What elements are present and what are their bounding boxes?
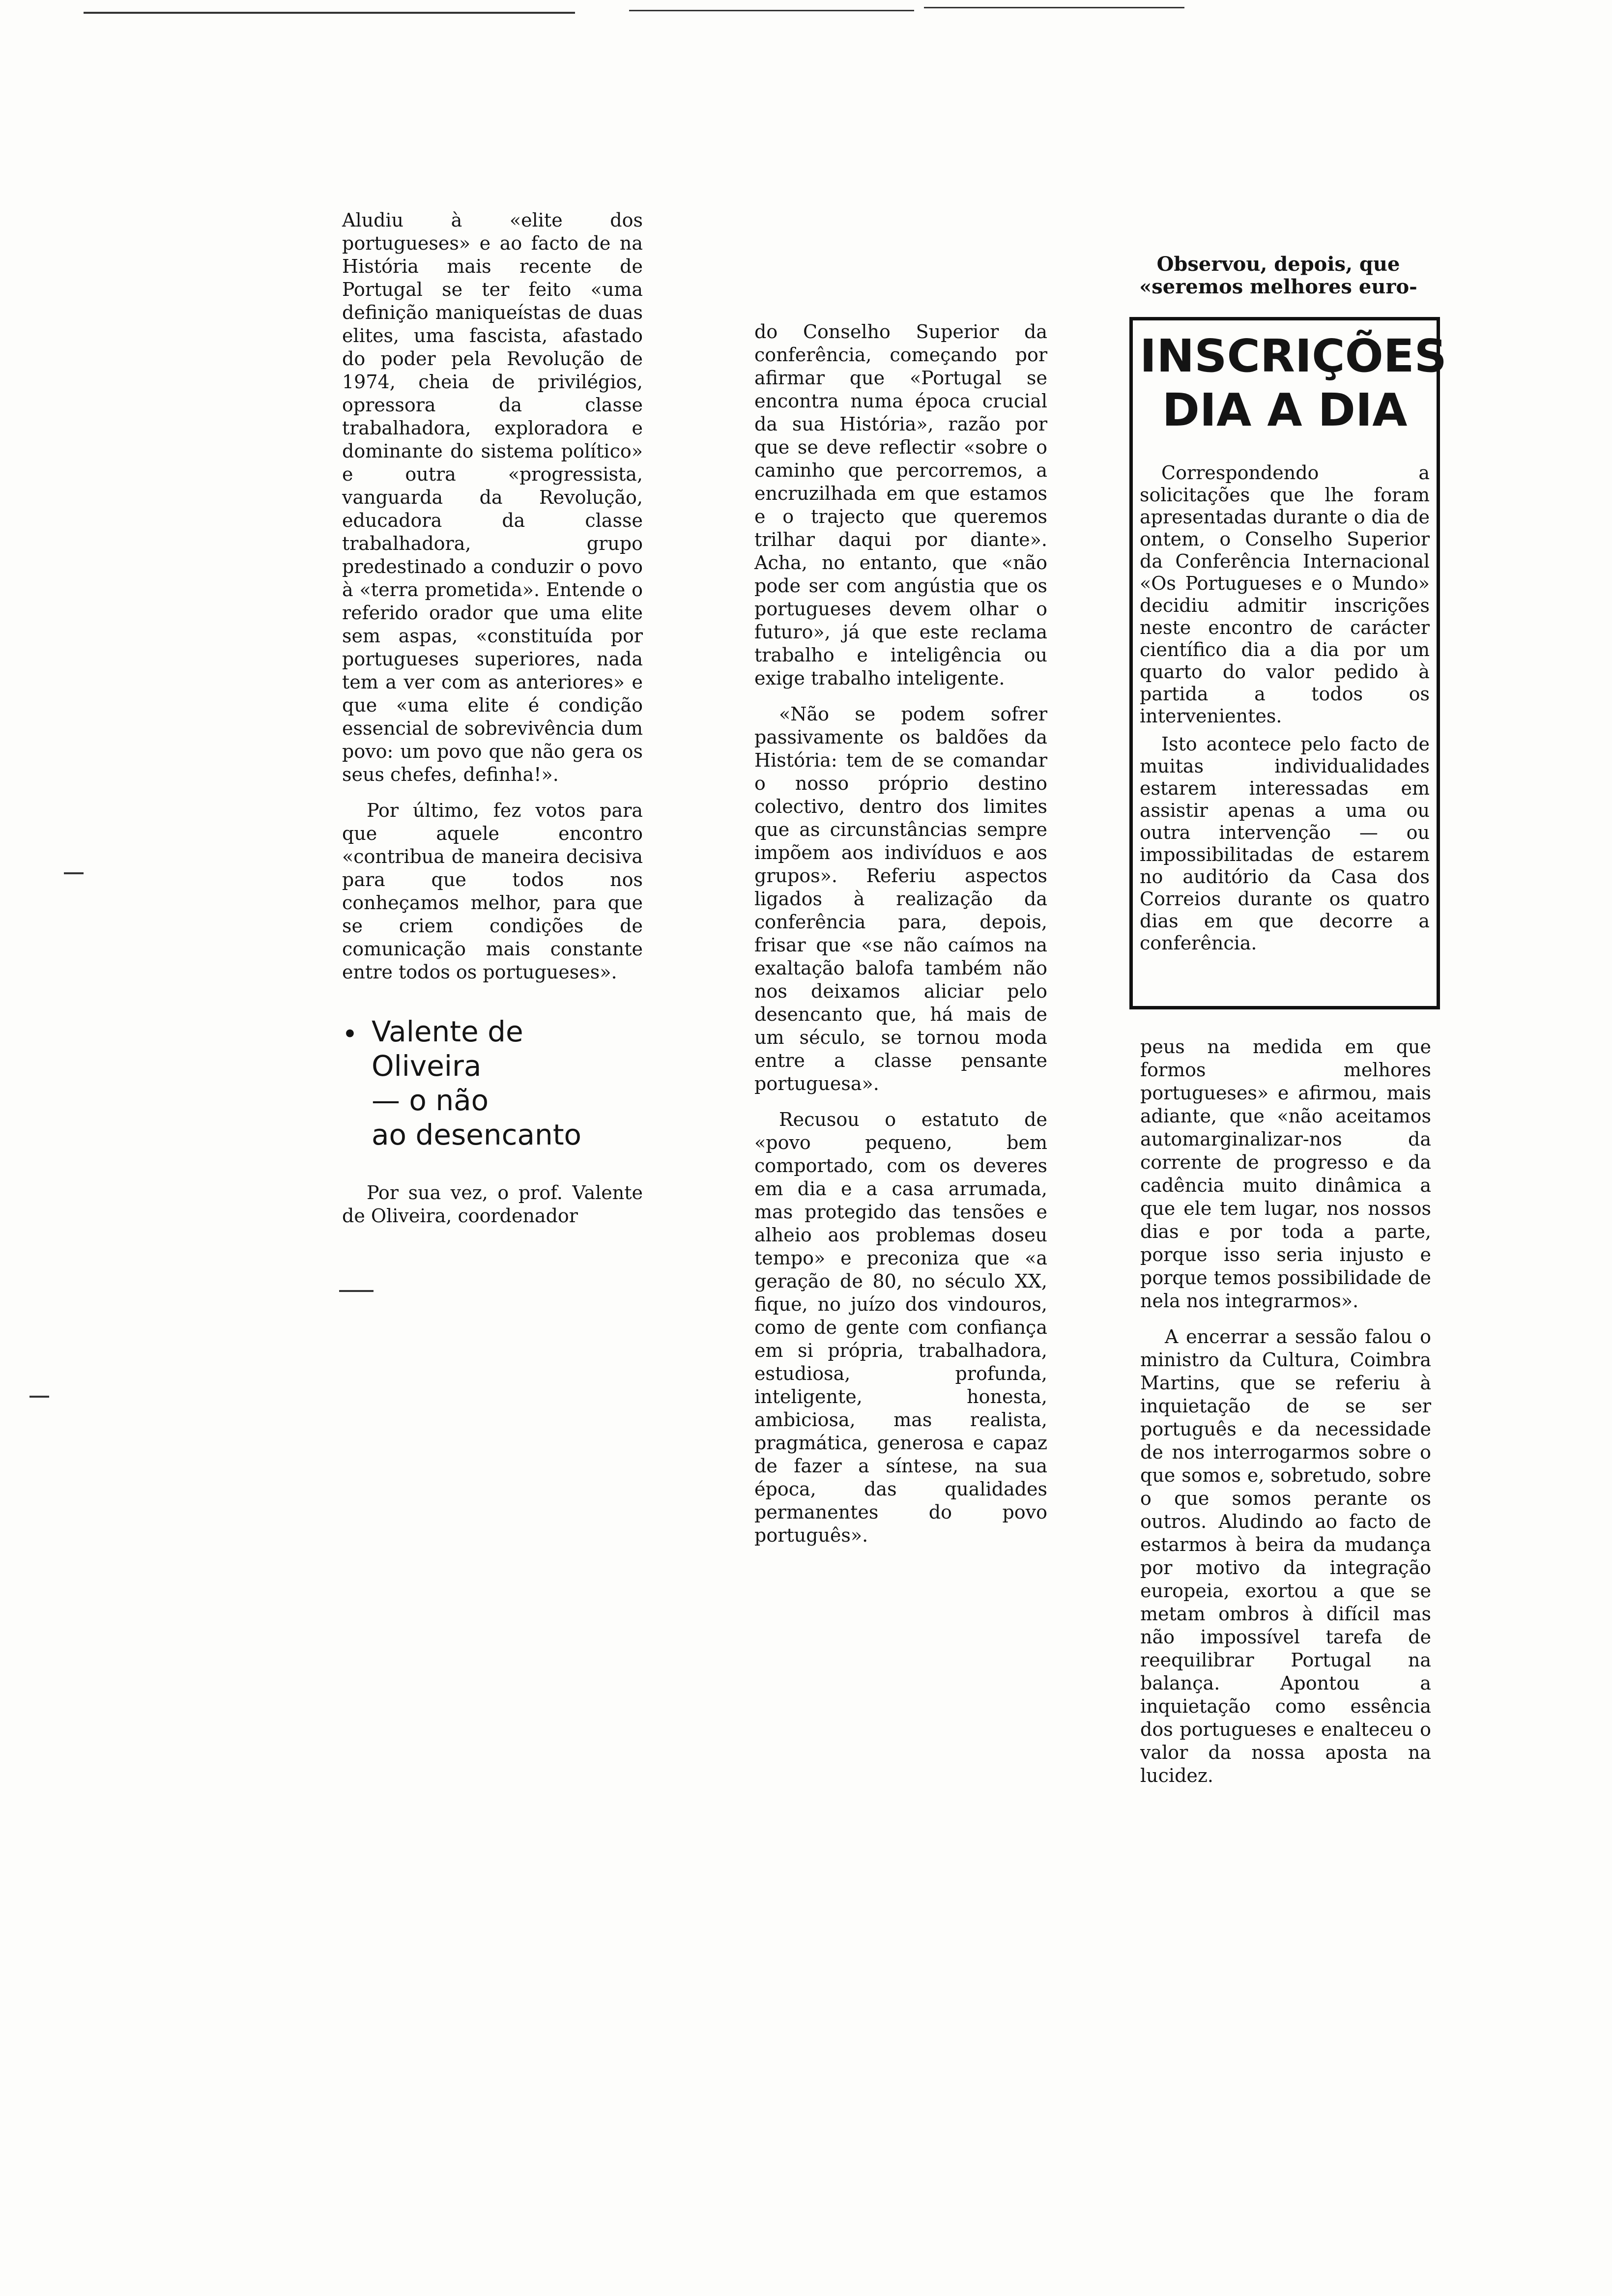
article-column-3	[1140, 1035, 1431, 1800]
sidebar-box	[1129, 317, 1447, 1009]
margin-speck	[339, 1290, 374, 1292]
paragraph: Por último, fez votos para que aquele encontro «contribua de maneira decisiva para que todos nos conheçamos melhor, para que se criem condições de comunicação mais constante entre todos os portugueses».	[342, 800, 643, 983]
top-rule-mid	[629, 10, 914, 11]
paragraph: A encerrar a sessão falou o ministro da Cultura, Coimbra Martins, que se referiu à inquietação de se ser português e da necessidade de nos interrogarmos sobre o que somos e, sobretudo, sobre o que somos perante os outros. Aludindo ao facto de estarmos à beira da mudança por motivo da integração europeia, exortou a que se metam ombros à difícil mas não impossível tarefa de reequilibrar Portugal na balança. Apontou a inquietação como essência dos portugueses e enalteceu o valor da nossa aposta na lucidez.	[1140, 1326, 1431, 1786]
paragraph: Recusou o estatuto de «povo pequeno, bem comportado, com os deveres em dia e a casa arrumada, mas protegido das tensões e alheio aos problemas doseu tempo» e preconiza que «a geração de 80, no século XX, fique, no juízo dos vindouros, como de gente com confiança em si própria, trabalhadora, estudiosa, profunda, inteligente, honesta, ambiciosa, mas realista, pragmática, generosa e capaz de fazer a síntese, na sua época, das qualidades permanentes do povo português».	[754, 1109, 1047, 1546]
heading-line: Valente de	[372, 1015, 523, 1048]
box-paragraph: Correspondendo a solicitações que lhe foram apresentadas durante o dia de ontem, o Conselho Superior da Conferência Internacional «Os Portugueses e o Mundo» decidiu admitir inscrições neste encontro de carácter científico dia a dia por um quarto do valor pedido à partida a todos os intervenientes.	[1140, 462, 1430, 727]
box-paragraph: Isto acontece pelo facto de muitas individualidades estarem interessadas em assistir apenas a uma ou outra intervenção — ou impossibilitadas de estarem no auditório da Casa dos Correios durante os quatro dias em que decorre a conferência.	[1140, 733, 1430, 954]
paragraph: «Não se podem sofrer passivamente os baldões da História: tem de se comandar o nosso próprio destino colectivo, dentro dos limites que as circunstâncias sempre impõem aos indivíduos e aos grupos». Referiu aspectos ligados à realização da conferência para, depois, frisar que «se não caímos na exaltação balofa também não nos deixamos aliciar pelo desencanto que, há mais de um século, se tornou moda entre a classe pensante portuguesa».	[754, 703, 1047, 1094]
box-title-line: DIA A DIA	[1162, 384, 1408, 436]
paragraph: do Conselho Superior da conferência, começando por afirmar que «Portugal se encontra numa época crucial da sua História», razão por que se deve reflectir «sobre o caminho que percorremos, a encruzilhada em que estamos e o trajecto que queremos trilhar daqui por diante». Acha, no entanto, que «não pode ser com angústia que os portugueses devem olhar o futuro», já que este reclama trabalho e inteligência ou exige trabalho inteligente.	[754, 321, 1047, 689]
paragraph: Aludiu à «elite dos portugueses» e ao facto de na História mais recente de Portugal se ter feito «uma definição maniqueístas de duas elites, uma fascista, afastado do poder pela Revolução de 1974, cheia de privilégios, opressora da classe trabalhadora, exploradora e dominante do sistema político» e outra «progressista, vanguarda da Revolução, educadora da classe trabalhadora, grupo predestinado a conduzir o povo à «terra prometida». Entende o referido orador que uma elite sem aspas, «constituída por portugueses superiores, nada tem a ver com as anteriores» e que «uma elite é condição essencial de sobrevivência dum povo: um povo que não gera os seus chefes, definha!».	[342, 209, 643, 785]
column-3-lead: Observou, depois, que «seremos melhores euro-	[1139, 253, 1417, 298]
heading-line: — o não	[372, 1084, 489, 1117]
box-title	[1140, 329, 1447, 437]
box-title-line: INSCRIÇÕES	[1140, 330, 1447, 382]
heading-line: Oliveira	[372, 1049, 482, 1083]
article-column-1	[342, 209, 643, 1240]
top-rule-left	[84, 12, 575, 14]
paragraph: peus na medida em que formos melhores portugueses» e afirmou, mais adiante, que «não aceitamos automarginalizar-nos da corrente de progresso e da cadência muito dinâmica a que ele tem lugar, nos nossos dias e por toda a parte, porque isso seria injusto e porque temos possibilidade de nela nos integrarmos».	[1140, 1036, 1431, 1312]
section-heading	[342, 1014, 643, 1152]
margin-speck	[64, 872, 84, 874]
top-rule-right	[924, 7, 1184, 8]
heading-line: ao desencanto	[372, 1118, 582, 1151]
box-body	[1140, 462, 1430, 954]
margin-speck	[29, 1396, 49, 1398]
bullet-icon: •	[342, 1019, 358, 1050]
article-column-2	[754, 320, 1047, 1560]
paragraph: Por sua vez, o prof. Valente de Oliveira, coordenador	[342, 1182, 643, 1227]
